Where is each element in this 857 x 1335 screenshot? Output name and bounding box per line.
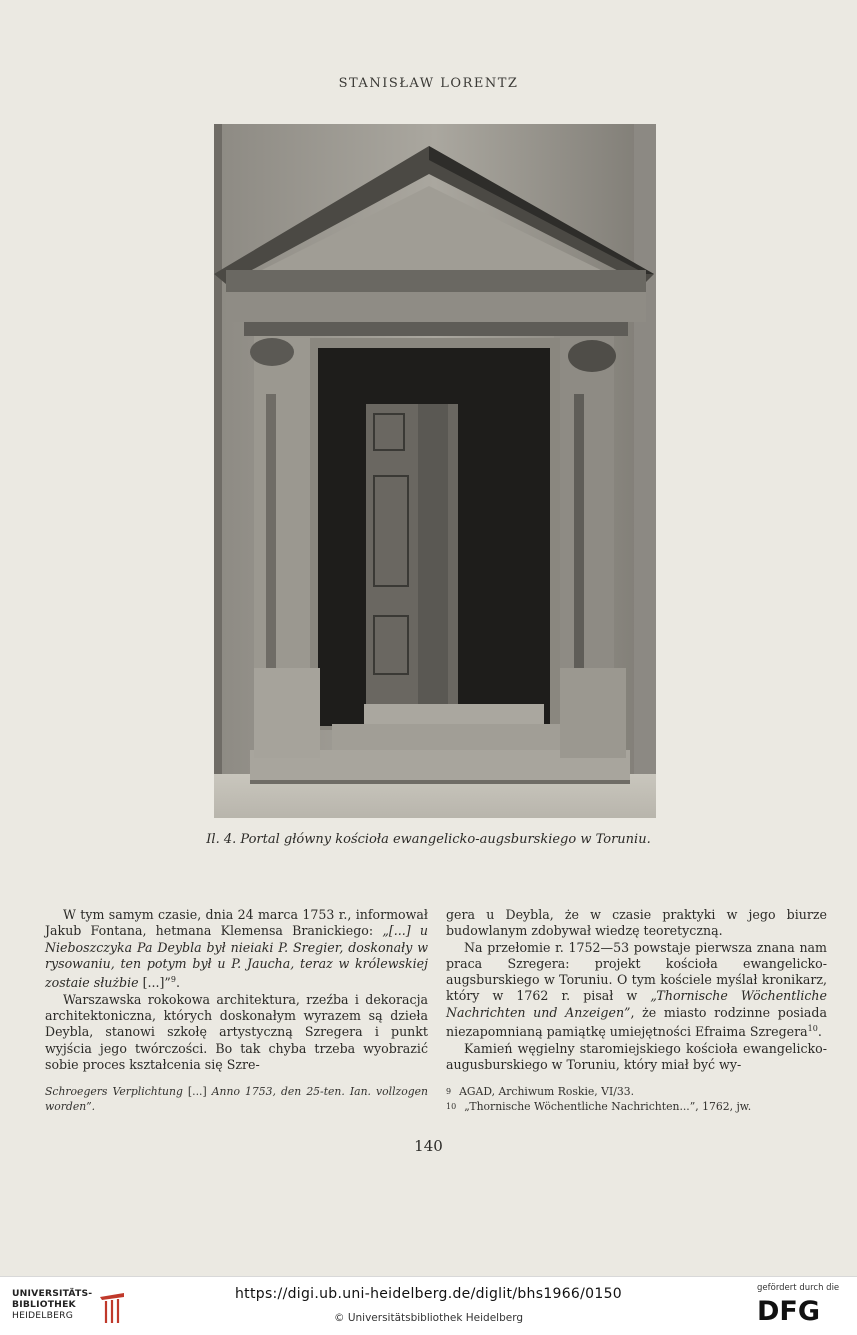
- paragraph-text: .: [175, 975, 180, 991]
- newspaper-title: „Thornische Wöchentliche Nachrichten und Anzeigen”: [446, 988, 827, 1020]
- paragraph: Kamień węgielny staromiejskiego kościoła ewangelicko-augusburskiego w Toruniu, który miał być wy-: [446, 1040, 827, 1072]
- footnotes: [446, 1084, 827, 1114]
- body-column-right: [446, 907, 827, 1073]
- footnote-number: 9: [446, 1087, 452, 1096]
- library-name-line: HEIDELBERG: [12, 1310, 74, 1321]
- permalink-url[interactable]: https://digi.ub.uni-heidelberg.de/diglit/bhs1966/0150: [235, 1286, 622, 1302]
- footnote-item: [446, 1099, 827, 1114]
- dfg-logo-icon: [757, 1296, 839, 1324]
- footnote-reference[interactable]: 9: [170, 975, 176, 985]
- footnote-text: Schroegers Verplichtung: [45, 1085, 183, 1098]
- paragraph-text: .: [817, 1024, 822, 1040]
- running-head: STANISŁAW LORENTZ: [338, 76, 519, 91]
- footnote-reference[interactable]: 10: [807, 1024, 818, 1034]
- paragraph-text: Na przełomie r. 1752—53 powstaje pierwsza znana nam praca Szregera: projekt kościoła ewangelicko-augsburskiego w Toruniu. O tym kościele myślał kronikarz, który w 1762 r. pisał w: [446, 939, 827, 1004]
- figure-caption: Il. 4. Portal główny kościoła ewangelicko-augsburskiego w Toruniu.: [206, 832, 651, 847]
- library-name-line: BIBLIOTHEK: [12, 1299, 76, 1310]
- paragraph: [446, 940, 827, 1041]
- page-number: 140: [414, 1137, 443, 1155]
- copyright-notice: © Universitätsbibliothek Heidelberg: [333, 1312, 523, 1324]
- funder-logo[interactable]: [757, 1283, 843, 1324]
- footnote-item: [446, 1084, 827, 1099]
- library-name-line: UNIVERSITÄTS-: [12, 1288, 93, 1299]
- paragraph-text: W tym samym czasie, dnia 24 marca 1753 r., informował Jakub Fontana, hetmana Klemensa Branickiego:: [45, 907, 428, 939]
- footnote-number: 10: [446, 1102, 457, 1111]
- portal-photograph-drawing: [214, 124, 656, 818]
- footnote-text: Anno 1753, den 25-ten. Ian. vollzogen worden”.: [45, 1085, 428, 1113]
- paragraph-text: , że miasto rodzinne posiada niezapomnianą pamiątkę umiejętności Efraima Szregera: [446, 1004, 827, 1040]
- paragraph: [45, 907, 428, 992]
- funder-label: gefördert durch die: [757, 1283, 840, 1293]
- paragraph: Warszawska rokokowa architektura, rzeźba i dekoracja architektoniczna, których doskonałym wyrazem są dzieła Deybla, stanowi szkołę artystyczną Szregera i punkt wyjścia jego twórczości. Bo tak chyba trzeba wyobrazić sobie proces kształcenia się Szre-: [45, 991, 428, 1072]
- footnote-continuation: [45, 1084, 428, 1114]
- footnote-text: „Thornische Wöchentliche Nachrichten...”, 1762, jw.: [464, 1100, 752, 1113]
- footnote-text: AGAD, Archiwum Roskie, VI/33.: [459, 1085, 635, 1098]
- paragraph-text: [...]”: [138, 975, 171, 991]
- portal-photograph: [214, 124, 656, 818]
- body-column-left: [45, 907, 428, 1073]
- footnote-text: [...]: [182, 1085, 212, 1098]
- paragraph: gera u Deybla, że w czasie praktyki w jego biurze budowlanym zdobywał wiedzę teoretyczną.: [446, 907, 827, 939]
- viewer-footer: [0, 1276, 857, 1335]
- quotation: „[...] u Nieboszczyka Pa Deybla był nieiaki P. Sregier, doskonały w rysowaniu, ten potym był u P. Jaucha, teraz w królewskiej zostaie służbie: [45, 923, 428, 991]
- funder-logo-text: DFG: [757, 1296, 821, 1324]
